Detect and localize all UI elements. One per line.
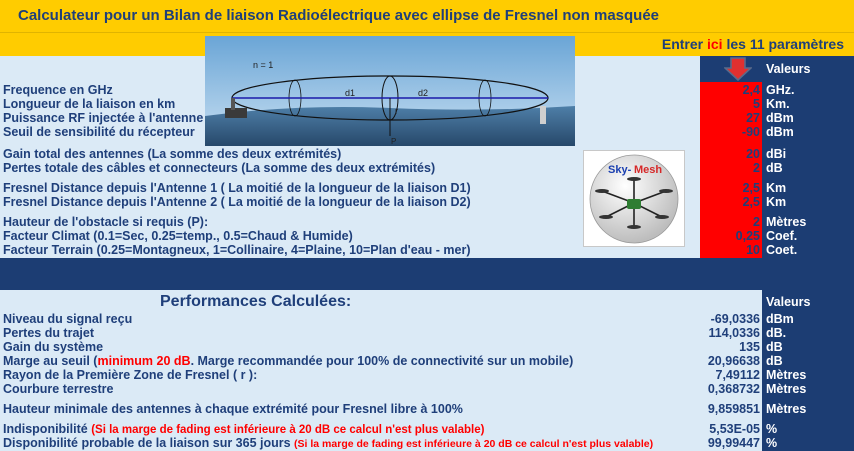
input-value-frequency[interactable]: 2,4: [742, 83, 760, 97]
input-label-obstacle-height: Hauteur de l'obstacle si requis (P):: [3, 215, 209, 229]
output-label-fade-margin: Marge au seuil (minimum 20 dB. Marge recommandée pour 100% de connectivité sur un mobile): [3, 354, 574, 368]
input-value-obstacle-height[interactable]: 2: [753, 215, 760, 229]
output-unit-system-gain: dB: [766, 340, 783, 354]
input-label-frequency: Frequence en GHz: [3, 83, 113, 97]
diagram-label-p: P: [391, 137, 397, 146]
input-unit-frequency: GHz.: [766, 83, 795, 97]
input-value-antenna-gain[interactable]: 20: [746, 147, 760, 161]
input-label-terrain-factor: Facteur Terrain (0.25=Montagneux, 1=Collinaire, 4=Plaine, 10=Plan d'eau - mer): [3, 243, 471, 257]
output-value-system-gain: 135: [739, 340, 760, 354]
instruction-text: Entrer ici les 11 paramètres: [661, 36, 844, 52]
output-label-availability: Disponibilité probable de la liaison sur 365 jours (Si la marge de fading est inférieure à 20 dB ce calcul n'est plus valable): [3, 436, 654, 450]
input-label-climate-factor: Facteur Climat (0.1=Sec, 0.25=temp., 0.5=Chaud & Humide): [3, 229, 353, 243]
input-label-link-length: Longueur de la liaison en km: [3, 97, 176, 111]
input-label-fresnel-d2: Fresnel Distance depuis l'Antenne 2 ( La moitié de la longueur de la liaison D2): [3, 195, 471, 209]
input-unit-climate-factor: Coef.: [766, 229, 798, 243]
output-label-fresnel-radius: Rayon de la Première Zone de Fresnel ( r ):: [3, 368, 258, 382]
input-value-sensitivity[interactable]: -90: [741, 125, 760, 139]
input-label-antenna-gain: Gain total des antennes (La somme des deux extrémités): [3, 147, 342, 161]
sky-mesh-logo: [583, 150, 685, 247]
input-unit-terrain-factor: Coet.: [766, 243, 798, 257]
page-title: Calculateur pour un Bilan de liaison Radioélectrique avec ellipse de Fresnel non masquée: [18, 7, 660, 24]
input-label-cable-loss: Pertes totale des câbles et connecteurs (La somme des deux extrémités): [3, 161, 436, 175]
logo-text-mesh: Mesh: [634, 164, 663, 176]
performance-title: Performances Calculées:: [160, 293, 352, 310]
output-value-unavailability: 5,53E-05: [709, 422, 760, 436]
output-unit-earth-curvature: Mètres: [766, 382, 807, 396]
output-label-path-loss: Pertes du trajet: [3, 326, 95, 340]
output-label-unavailability: Indisponibilité (Si la marge de fading est inférieure à 20 dB ce calcul n'est plus valable): [3, 422, 485, 436]
output-value-fade-margin: 20,96638: [707, 354, 760, 368]
performance-header: Valeurs: [766, 295, 811, 309]
output-unit-signal-level: dBm: [766, 312, 794, 326]
logo-text-sky: Sky-: [608, 164, 632, 176]
output-unit-min-antenna-height: Mètres: [766, 402, 807, 416]
output-label-system-gain: Gain du système: [3, 340, 104, 354]
input-unit-rf-power: dBm: [766, 111, 794, 125]
input-value-link-length[interactable]: 5: [753, 97, 760, 111]
input-unit-fresnel-d2: Km: [766, 195, 787, 209]
input-unit-sensitivity: dBm: [766, 125, 794, 139]
inputs-header: Valeurs: [766, 62, 811, 76]
input-unit-fresnel-d1: Km: [766, 181, 787, 195]
input-unit-antenna-gain: dBi: [766, 147, 787, 161]
output-value-min-antenna-height: 9,859851: [707, 402, 760, 416]
input-label-fresnel-d1: Fresnel Distance depuis l'Antenne 1 ( La moitié de la longueur de la liaison D1): [3, 181, 471, 195]
output-value-availability: 99,99447: [707, 436, 760, 450]
input-value-fresnel-d1[interactable]: 2,5: [742, 181, 760, 195]
output-value-path-loss: 114,0336: [708, 326, 760, 340]
output-value-signal-level: -69,0336: [710, 312, 760, 326]
diagram-label-n: n = 1: [253, 60, 274, 70]
output-unit-unavailability: %: [766, 422, 778, 436]
section-separator: [0, 258, 854, 290]
fresnel-diagram: [205, 36, 575, 146]
output-label-earth-curvature: Courbure terrestre: [3, 382, 114, 396]
input-value-fresnel-d2[interactable]: 2,5: [742, 195, 760, 209]
diagram-label-r: r: [395, 106, 398, 116]
input-unit-link-length: Km.: [766, 97, 790, 111]
input-value-cable-loss[interactable]: 2: [753, 161, 760, 175]
input-value-climate-factor[interactable]: 0,25: [735, 229, 760, 243]
drone-icon: [584, 151, 684, 246]
output-label-signal-level: Niveau du signal reçu: [3, 312, 133, 326]
output-unit-fade-margin: dB: [766, 354, 783, 368]
output-label-min-antenna-height: Hauteur minimale des antennes à chaque extrémité pour Fresnel libre à 100%: [3, 402, 463, 416]
input-unit-obstacle-height: Mètres: [766, 215, 807, 229]
output-unit-fresnel-radius: Mètres: [766, 368, 807, 382]
diagram-label-d1: d1: [345, 88, 356, 98]
input-value-rf-power[interactable]: 27: [746, 111, 760, 125]
output-unit-path-loss: dB.: [766, 326, 787, 340]
input-label-rf-power: Puissance RF injectée à l'antenne: [3, 111, 204, 125]
diagram-label-d2: d2: [418, 88, 429, 98]
input-value-terrain-factor[interactable]: 10: [746, 243, 760, 257]
output-value-fresnel-radius: 7,49112: [715, 368, 760, 382]
input-unit-cable-loss: dB: [766, 161, 783, 175]
output-value-earth-curvature: 0,368732: [707, 382, 760, 396]
output-unit-availability: %: [766, 436, 778, 450]
arrow-down-icon: [724, 57, 752, 81]
input-label-sensitivity: Seuil de sensibilité du récepteur: [3, 125, 195, 139]
